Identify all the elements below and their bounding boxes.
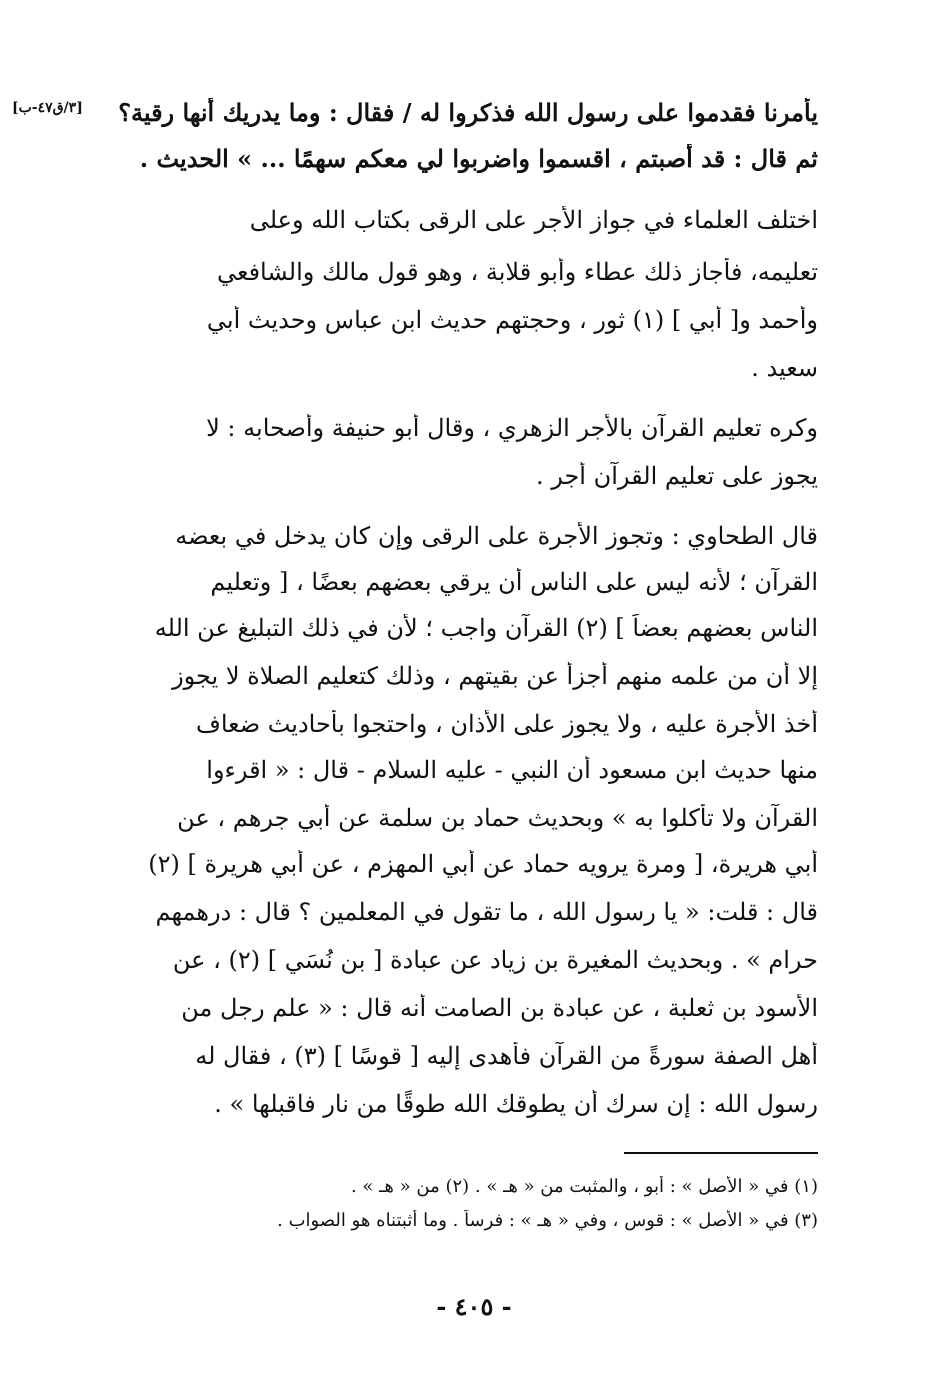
hadith-line: ثم قال : قد أصبتم ، اقسموا واضربوا لي معكم سهمًا ... » الحديث . [139, 144, 818, 173]
paragraph-line: الناس بعضهم بعضاً ] (٢) القرآن واجب ؛ لأن في ذلك التبليغ عن الله [154, 614, 818, 642]
paragraph-line: وأحمد و[ أبي ] (١) ثور ، وحجتهم حديث ابن عباس وحديث أبي [206, 306, 818, 334]
footnote-separator [624, 1152, 818, 1154]
paragraph-line: سعيد . [751, 354, 818, 382]
paragraph-line: تعليمه، فأجاز ذلك عطاء وأبو قلابة ، وهو قول مالك والشافعي [216, 258, 818, 286]
hadith-line: يأمرنا فقدموا على رسول الله فذكروا له / فقال : وما يدريك أنها رقية؟ [118, 98, 818, 127]
paragraph-line: أخذ الأجرة عليه ، ولا يجوز على الأذان ، واحتجوا بأحاديث ضعاف [195, 710, 818, 738]
paragraph-line: أبي هريرة، [ ومرة يرويه حماد عن أبي المهزم ، عن أبي هريرة ] (٢) [148, 850, 818, 878]
paragraph-line: أهل الصفة سورةً من القرآن فأهدى إليه [ قوسًا ] (٣) ، فقال له [195, 1042, 818, 1070]
paragraph-line: قال : قلت: « يا رسول الله ، ما تقول في المعلمين ؟ قال : درهمهم [155, 898, 818, 926]
paragraph-line: الأسود بن ثعلبة ، عن عبادة بن الصامت أنه قال : « علم رجل من [181, 994, 818, 1022]
footnote-line: (١) في « الأصل » : أبو ، والمثبت من « هـ » . (٢) من « هـ » . [350, 1176, 818, 1197]
paragraph-line: قال الطحاوي : وتجوز الأجرة على الرقى وإن كان يدخل في بعضه [175, 522, 818, 550]
paragraph-line: يجوز على تعليم القرآن أجر . [535, 462, 818, 490]
footnote-line: (٣) في « الأصل » : قوس ، وفي « هـ » : فرساً . وما أثبتناه هو الصواب . [277, 1210, 818, 1231]
paragraph-line: القرآن ؛ لأنه ليس على الناس أن يرقي بعضهم بعضًا ، [ وتعليم [210, 568, 818, 596]
paragraph-line: اختلف العلماء في جواز الأجر على الرقى بكتاب الله وعلى [249, 206, 818, 234]
paragraph-line: وكره تعليم القرآن بالأجر الزهري ، وقال أبو حنيفة وأصحابه : لا [206, 414, 818, 442]
paragraph-line: منها حديث ابن مسعود أن النبي - عليه السلام - قال : « اقرءوا [206, 756, 818, 784]
paragraph-line: حرام » . وبحديث المغيرة بن زياد عن عبادة [ بن نُسَي ] (٢) ، عن [172, 946, 818, 974]
paragraph-line: رسول الله : إن سرك أن يطوقك الله طوقًا من نار فاقبلها » . [214, 1090, 818, 1118]
paragraph-line: إلا أن من علمه منهم أجزأ عن بقيتهم ، وذلك كتعليم الصلاة لا يجوز [172, 662, 818, 690]
manuscript-margin-reference: [٣/ق٤٧-ب] [12, 100, 83, 116]
paragraph-line: القرآن ولا تأكلوا به » وبحديث حماد بن سلمة عن أبي جرهم ، عن [177, 804, 818, 832]
page-number: - ٤٠٥ - [436, 1292, 512, 1321]
